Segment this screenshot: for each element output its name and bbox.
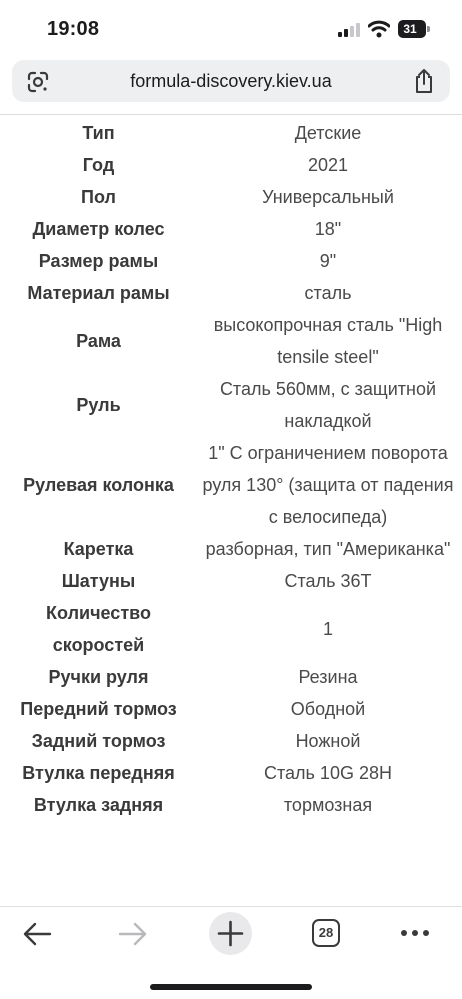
- spec-value: Сталь 36Т: [284, 571, 372, 591]
- spec-value: Универсальный: [262, 187, 394, 207]
- battery-icon: [398, 20, 431, 38]
- tab-switcher-button[interactable]: 28: [312, 919, 340, 947]
- table-row: [0, 213, 462, 245]
- spec-label: Задний тормоз: [31, 731, 166, 751]
- table-row: [0, 565, 462, 597]
- new-tab-button[interactable]: [209, 912, 252, 955]
- forward-arrow-icon[interactable]: [118, 921, 148, 947]
- table-row: [0, 245, 462, 277]
- spec-label: Втулка передняя: [22, 763, 175, 783]
- table-row: [0, 373, 462, 437]
- spec-value: 1" С ограничением поворота руля 130° (защита от падения с велосипеда): [202, 443, 454, 527]
- battery-level: 31: [403, 22, 417, 36]
- spec-value: 1: [322, 619, 333, 639]
- table-row: [0, 789, 462, 821]
- spec-value: тормозная: [283, 795, 373, 815]
- table-row: [0, 277, 462, 309]
- spec-label: Каретка: [63, 539, 134, 559]
- table-row: [0, 725, 462, 757]
- spec-value: 9": [319, 251, 337, 271]
- spec-label: Рама: [76, 331, 121, 351]
- google-lens-icon[interactable]: [26, 70, 50, 94]
- cellular-signal-icon: [338, 23, 362, 37]
- spec-label: Год: [82, 155, 115, 175]
- spec-value: Ножной: [295, 731, 361, 751]
- status-time: 19:08: [47, 18, 100, 40]
- spec-label: Диаметр колес: [32, 219, 165, 239]
- table-row: [0, 181, 462, 213]
- spec-label: Рулевая колонка: [23, 475, 174, 495]
- plus-icon: [209, 912, 252, 955]
- back-arrow-icon[interactable]: [22, 921, 52, 947]
- share-icon[interactable]: [412, 68, 436, 94]
- spec-label: Ручки руля: [48, 667, 149, 687]
- url-text[interactable]: formula-discovery.kiev.ua: [130, 71, 332, 91]
- spec-label: Втулка задняя: [33, 795, 164, 815]
- spec-label: Шатуны: [61, 571, 136, 591]
- spec-value: Ободной: [290, 699, 366, 719]
- spec-label: Размер рамы: [38, 251, 159, 271]
- table-row: [0, 597, 462, 661]
- spec-label: Количество скоростей: [46, 603, 151, 655]
- spec-label: Тип: [82, 123, 115, 143]
- spec-label: Материал рамы: [27, 283, 170, 303]
- table-row: [0, 149, 462, 181]
- table-row: [0, 437, 462, 533]
- header-divider: [0, 114, 462, 115]
- table-row: [0, 693, 462, 725]
- spec-label: Руль: [76, 395, 121, 415]
- spec-value: Сталь 10G 28H: [264, 763, 392, 783]
- table-row: [0, 117, 462, 149]
- spec-value: Детские: [294, 123, 362, 143]
- spec-value: Резина: [298, 667, 358, 687]
- spec-value: 2021: [307, 155, 349, 175]
- spec-label: Пол: [81, 187, 116, 207]
- wifi-icon: [368, 20, 390, 38]
- spec-value: сталь: [304, 283, 352, 303]
- table-row: [0, 661, 462, 693]
- table-row: [0, 757, 462, 789]
- table-row: [0, 309, 462, 373]
- more-dots-icon[interactable]: [400, 929, 430, 937]
- spec-table: [0, 117, 462, 821]
- spec-value: высокопрочная сталь "High tensile steel": [213, 315, 443, 367]
- spec-value: Сталь 560мм, с защитной накладкой: [219, 379, 437, 431]
- address-bar[interactable]: [12, 60, 450, 102]
- spec-value: разборная, тип "Американка": [205, 539, 451, 559]
- status-bar: [0, 0, 462, 56]
- spec-label: Передний тормоз: [20, 699, 177, 719]
- table-row: [0, 533, 462, 565]
- spec-value: 18": [314, 219, 342, 239]
- home-indicator[interactable]: [150, 984, 312, 990]
